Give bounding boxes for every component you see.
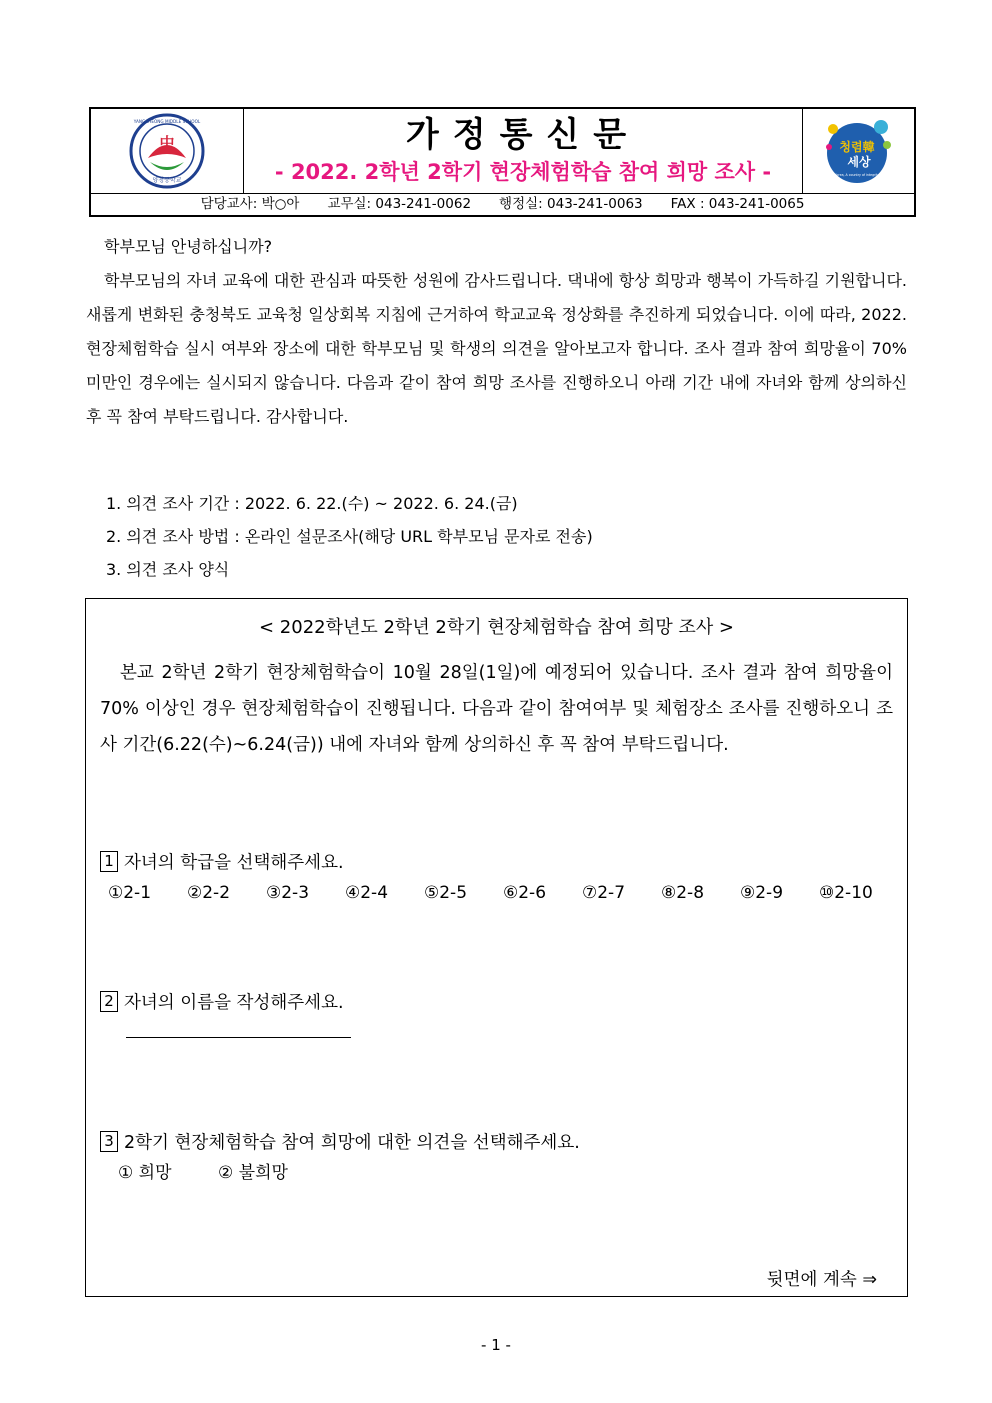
survey-form: [85, 598, 908, 1297]
question-text: 자녀의 이름을 작성해주세요.: [124, 993, 344, 1013]
logo-text-bottom: 세상: [846, 155, 871, 169]
class-option-2-7[interactable]: ⑦2-7: [582, 883, 626, 903]
header-box: [89, 107, 916, 217]
contact-admin-room: 행정실: 043-241-0063: [499, 196, 643, 212]
class-options: [108, 879, 873, 907]
intro-section: [86, 230, 907, 434]
class-option-2-2[interactable]: ②2-2: [187, 883, 231, 903]
intro-greeting: 학부모님 안녕하십니까?: [104, 237, 273, 256]
list-item: 1. 의견 조사 기간 : 2022. 6. 22.(수) ~ 2022. 6. 24.(금): [106, 494, 518, 513]
question-number: 2: [100, 991, 118, 1012]
form-title: < 2022학년도 2학년 2학기 현장체험학습 참여 희망 조사 >: [258, 617, 735, 638]
intro-body: 학부모님의 자녀 교육에 대한 관심과 따뜻한 성원에 감사드립니다. 댁내에 항상 희망과 행복이 가득하길 기원합니다. 새롭게 변화된 충청북도 교육청 일상회복 지침에 근거하여 학교교육 정상화를 추진하게 되었습니다. 이에 따라, 2022. 현장체험학습 실시 여부와 장소에 대한 학부모님 및 학생의 의견을 알아보고자 합니다. 조사 결과 참여 희망율이 70% 미만인 경우에는 실시되지 않습니다. 다음과 같이 참여 희망 조사를 진행하오니 아래 기간 내에 자녀와 함께 상의하신 후 꼭 참여 부탁드립니다. 감사합니다.: [86, 271, 907, 426]
school-logo: [91, 109, 244, 193]
class-option-2-1[interactable]: ①2-1: [108, 883, 152, 903]
option-no-hope[interactable]: ② 불희망: [218, 1163, 288, 1183]
list-item: 2. 의견 조사 방법 : 온라인 설문조사(해당 URL 학부모님 문자로 전송): [106, 527, 593, 546]
emblem-bottom-text: 양청중학교: [152, 177, 182, 184]
page-number: - 1 -: [481, 1336, 511, 1354]
contact-staff-room: 교무실: 043-241-0062: [327, 196, 472, 212]
question-1: [100, 849, 344, 877]
contact-fax: FAX : 043-241-0065: [670, 196, 805, 212]
school-emblem-icon: [128, 112, 206, 190]
class-option-2-9[interactable]: ⑨2-9: [740, 883, 784, 903]
list-item: 3. 의견 조사 양식: [106, 560, 230, 579]
form-description: 본교 2학년 2학기 현장체험학습이 10월 28일(1일)에 예정되어 있습니다. 조사 결과 참여 희망율이 70% 이상인 경우 현장체험학습이 진행됩니다. 다음과 같이 참여여부 및 체험장소 조사를 진행하오니 조사 기간(6.22(수)~6.24(금)) 내에 자녀와 함께 상의하신 후 꼭 참여 부탁드립니다.: [100, 663, 893, 755]
question-number: 1: [100, 851, 118, 872]
class-option-2-3[interactable]: ③2-3: [266, 883, 310, 903]
page-title: 가정통신문: [405, 115, 641, 155]
class-option-2-6[interactable]: ⑥2-6: [503, 883, 547, 903]
page-subtitle: - 2022. 2학년 2학기 현장체험학습 참여 희망 조사 -: [274, 160, 772, 184]
class-option-2-10[interactable]: ⑩2-10: [819, 883, 873, 903]
logo-text-top: 청렴韓: [838, 140, 875, 154]
participation-options: [118, 1159, 288, 1187]
class-option-2-8[interactable]: ⑧2-8: [661, 883, 705, 903]
contact-teacher: 담당교사: 박○아: [200, 196, 300, 212]
logo-small-text: Korea, A country of integrity: [833, 173, 880, 177]
integrity-logo-icon: [819, 113, 899, 189]
survey-info-list: [106, 487, 593, 586]
title-cell: [244, 109, 802, 193]
class-option-2-4[interactable]: ④2-4: [345, 883, 389, 903]
question-text: 자녀의 학급을 선택해주세요.: [124, 853, 344, 873]
name-input-line[interactable]: [126, 1037, 351, 1038]
option-hope[interactable]: ① 희망: [118, 1163, 172, 1183]
question-number: 3: [100, 1131, 118, 1152]
emblem-ring-text: YANGCHEONG MIDDLE SCHOOL: [133, 119, 201, 124]
contact-row: [91, 193, 914, 215]
emblem-center-char: 中: [159, 134, 175, 152]
question-2: [100, 989, 344, 1017]
education-office-logo: [802, 109, 914, 193]
question-text: 2학기 현장체험학습 참여 희망에 대한 의견을 선택해주세요.: [124, 1133, 580, 1153]
class-option-2-5[interactable]: ⑤2-5: [424, 883, 468, 903]
question-3: [100, 1129, 580, 1157]
continue-note: 뒷면에 계속 ⇒: [766, 1270, 877, 1290]
